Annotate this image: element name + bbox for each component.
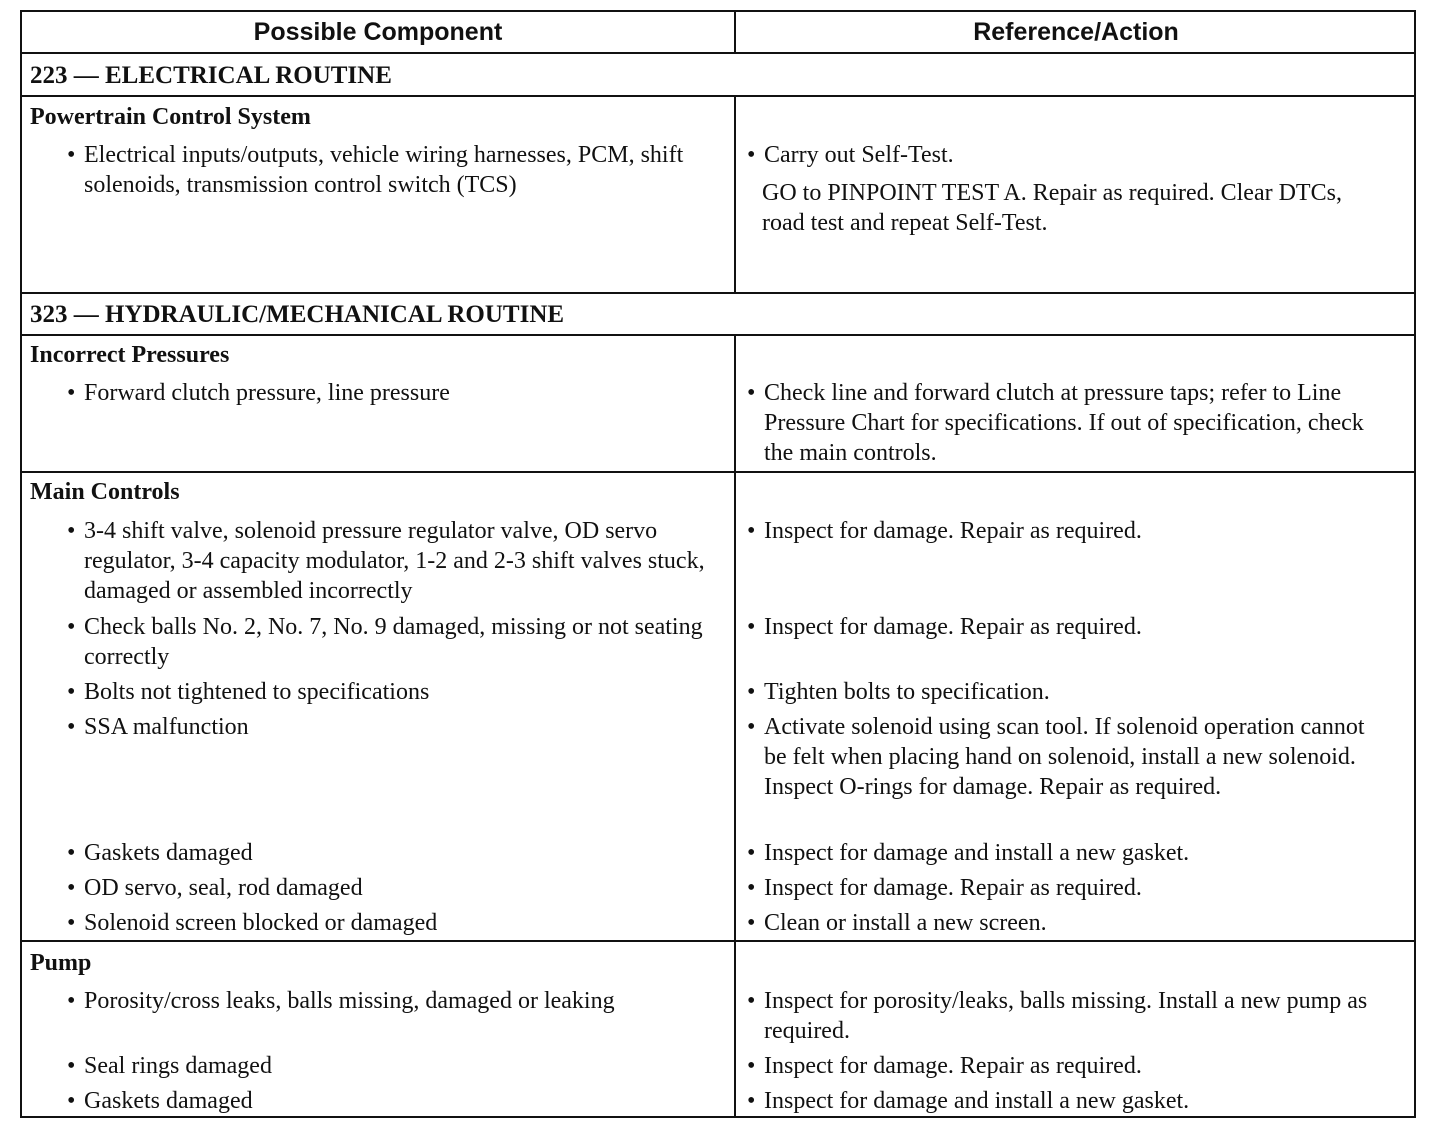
bullet-icon: • [747, 714, 756, 740]
component-text: Forward clutch pressure, line pressure [84, 380, 450, 406]
action-text: Check line and forward clutch at pressure taps; refer to Line Pressure Chart for specifications. If out of specification, check the main controls. [764, 380, 1364, 466]
bullet-icon: • [67, 988, 76, 1014]
bullet-icon: • [67, 1088, 76, 1114]
action-text: Activate solenoid using scan tool. If solenoid operation cannot be felt when placing hand on solenoid, install a new solenoid. Inspect O-rings for damage. Repair as required. [764, 714, 1365, 800]
action-text: Inspect for damage. Repair as required. [764, 614, 1142, 640]
action-item [747, 838, 1384, 868]
bullet-icon: • [747, 875, 756, 901]
group-title: Pump [30, 950, 92, 976]
header-component: Possible Component [253, 18, 503, 46]
action-text: Inspect for damage. Repair as required. [764, 518, 1142, 544]
component-item [67, 873, 724, 903]
header-action: Reference/Action [973, 18, 1179, 46]
bullet-icon: • [67, 714, 76, 740]
bullet-icon: • [747, 1088, 756, 1114]
component-text: Porosity/cross leaks, balls missing, damaged or leaking [84, 988, 615, 1014]
bullet-icon: • [67, 142, 76, 168]
action-text: Inspect for porosity/leaks, balls missing. Install a new pump as required. [764, 988, 1368, 1044]
bullet-icon: • [67, 380, 76, 406]
rule [22, 292, 1414, 294]
component-item [67, 378, 724, 408]
action-text: Tighten bolts to specification. [764, 679, 1050, 705]
bullet-icon: • [67, 840, 76, 866]
action-item [747, 873, 1384, 903]
bullet-icon: • [67, 679, 76, 705]
action-note: GO to PINPOINT TEST A. Repair as required. Clear DTCs, road test and repeat Self-Test. [762, 180, 1342, 236]
section-title: 323 — HYDRAULIC/MECHANICAL ROUTINE [30, 301, 565, 328]
bullet-icon: • [747, 840, 756, 866]
group-title: Incorrect Pressures [30, 342, 230, 368]
rule [22, 940, 1414, 942]
bullet-icon: • [747, 910, 756, 936]
section-title: 223 — ELECTRICAL ROUTINE [30, 62, 392, 89]
rule [22, 334, 1414, 336]
bullet-icon: • [67, 875, 76, 901]
bullet-icon: • [747, 679, 756, 705]
component-item [67, 838, 724, 868]
action-item [747, 140, 1384, 170]
component-text: OD servo, seal, rod damaged [84, 875, 363, 901]
component-text: 3-4 shift valve, solenoid pressure regulator valve, OD servo regulator, 3-4 capacity modulator, 1-2 and 2-3 shift valves stuck, damaged or assembled incorrectly [84, 518, 705, 604]
action-item [747, 516, 1384, 546]
component-text: Gaskets damaged [84, 840, 253, 866]
action-text: Inspect for damage and install a new gasket. [764, 840, 1190, 866]
action-text: Inspect for damage and install a new gasket. [764, 1088, 1190, 1114]
component-item [67, 677, 724, 707]
component-item [67, 1051, 724, 1081]
bullet-icon: • [747, 380, 756, 406]
component-item [67, 1086, 724, 1116]
rule [22, 52, 1414, 54]
action-item [747, 612, 1384, 642]
action-item [747, 712, 1384, 802]
bullet-icon: • [67, 910, 76, 936]
component-item [67, 986, 724, 1016]
component-text: Electrical inputs/outputs, vehicle wiring harnesses, PCM, shift solenoids, transmission control switch (TCS) [84, 142, 684, 198]
bullet-icon: • [747, 142, 756, 168]
component-text: Solenoid screen blocked or damaged [84, 910, 438, 936]
bullet-icon: • [67, 518, 76, 544]
component-text: Gaskets damaged [84, 1088, 253, 1114]
component-item [67, 712, 724, 742]
column-divider [734, 95, 736, 292]
diagnosis-table [20, 10, 1416, 1118]
group-title: Main Controls [30, 479, 180, 505]
group-title: Powertrain Control System [30, 104, 311, 130]
bullet-icon: • [747, 518, 756, 544]
rule [22, 95, 1414, 97]
bullet-icon: • [67, 614, 76, 640]
action-item [747, 908, 1384, 938]
action-text: Clean or install a new screen. [764, 910, 1047, 936]
bullet-icon: • [747, 614, 756, 640]
component-item [67, 612, 724, 672]
bullet-icon: • [747, 988, 756, 1014]
action-text: Inspect for damage. Repair as required. [764, 875, 1142, 901]
action-text: Inspect for damage. Repair as required. [764, 1053, 1142, 1079]
component-text: Check balls No. 2, No. 7, No. 9 damaged, missing or not seating correctly [84, 614, 703, 670]
rule [22, 471, 1414, 473]
action-item [747, 378, 1384, 468]
component-text: SSA malfunction [84, 714, 249, 740]
action-item [747, 1086, 1384, 1116]
component-text: Bolts not tightened to specifications [84, 679, 430, 705]
component-text: Seal rings damaged [84, 1053, 272, 1079]
component-item [67, 516, 724, 606]
action-item [747, 986, 1384, 1046]
component-item [67, 140, 724, 200]
bullet-icon: • [747, 1053, 756, 1079]
column-divider [734, 334, 736, 1118]
bullet-icon: • [67, 1053, 76, 1079]
action-text: Carry out Self-Test. [764, 142, 954, 168]
action-item [747, 1051, 1384, 1081]
component-item [67, 908, 724, 938]
action-item [747, 677, 1384, 707]
